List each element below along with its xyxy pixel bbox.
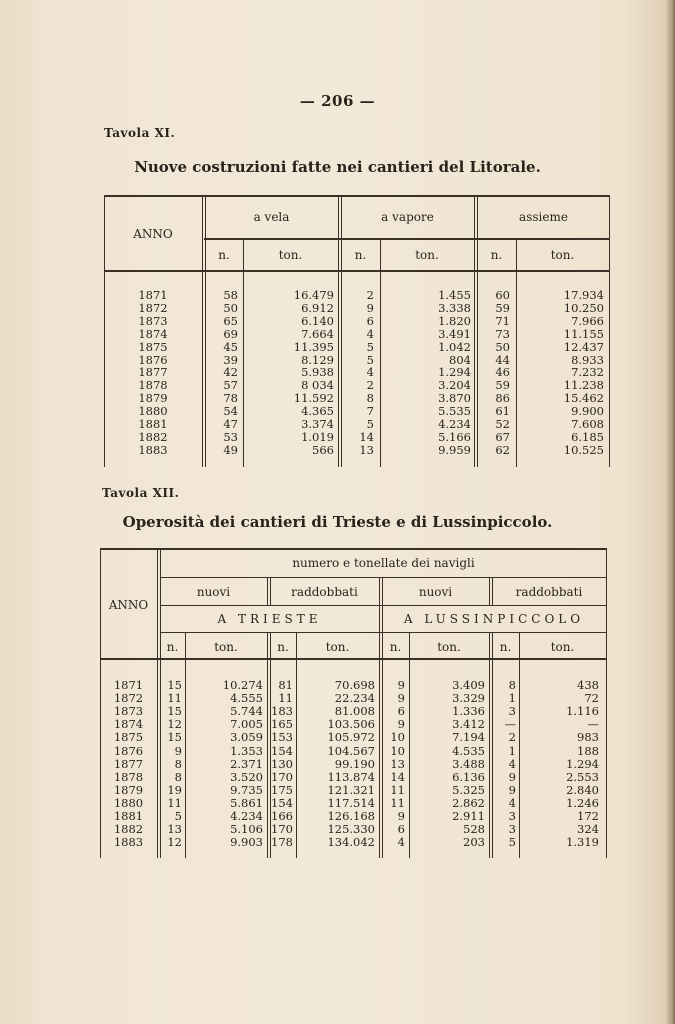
table2-cell: 1.116 [566, 704, 599, 719]
table2-cell: 10 [390, 730, 405, 745]
table2-cell: 11 [167, 795, 182, 810]
table2-year-cell: 1879 [113, 782, 144, 797]
table2-header-n: n. [166, 640, 179, 654]
table1-cell: 14 [359, 429, 374, 444]
table1-cell: 9 [366, 300, 374, 315]
table2-cell: 4 [508, 795, 516, 810]
table2-cell: 4.535 [452, 743, 485, 758]
table1-header-n: n. [490, 248, 503, 262]
table2-cell: 7.194 [452, 730, 485, 745]
table2-cell: 9 [397, 678, 405, 692]
table1-cell: 10.525 [563, 442, 604, 457]
table2-cell: 1.246 [566, 795, 599, 810]
table2-header-ton: ton. [325, 640, 350, 654]
table1-cell: 11.395 [293, 339, 334, 354]
table1-cell: 7.608 [571, 417, 604, 431]
table1-cell: 5.535 [438, 404, 471, 419]
table2-cell: 5 [508, 835, 516, 850]
table1-cell: 1.820 [438, 313, 471, 328]
table1-cell: 3.491 [438, 326, 471, 341]
table2-title: Operosità dei cantieri di Trieste e di Lussinpiccolo. [122, 513, 553, 531]
table2-header-numero: numero e tonellate dei navigli [292, 556, 475, 570]
table2-cell: 12 [167, 835, 182, 850]
table1-cell: 39 [223, 352, 238, 367]
table2-cell: 9 [397, 809, 405, 823]
table2-cell: 15 [167, 730, 182, 745]
table1-cell: 9.900 [571, 404, 604, 419]
table2-cell: 183 [271, 704, 293, 719]
table1-cell: 9.959 [438, 442, 471, 457]
table2-cell: 103.506 [327, 717, 375, 732]
table2-cell: 3.409 [452, 678, 485, 692]
table2-year-cell: 1881 [113, 809, 144, 823]
table1-header-vapore: a vapore [381, 210, 434, 224]
table2-year-cell: 1873 [113, 704, 144, 719]
table2-cell: 4.234 [230, 809, 263, 823]
table1-cell: 1.294 [438, 365, 471, 380]
table1-year-cell: 1879 [138, 391, 168, 406]
table1-cell: 11.592 [293, 391, 334, 406]
table2-cell: 3.488 [452, 756, 485, 771]
table1-cell: 4.365 [301, 404, 334, 419]
table2-cell: 8 [508, 678, 516, 692]
table2-cell: 2.371 [230, 756, 263, 771]
table2-cell: 13 [390, 756, 405, 771]
table1-cell: 49 [223, 442, 238, 457]
table1-cell: 61 [495, 404, 510, 419]
table2-year-cell: 1883 [113, 835, 144, 850]
table1-cell: 7.664 [301, 326, 334, 341]
table1-cell: 69 [223, 326, 238, 341]
table1-cell: 86 [495, 391, 510, 406]
table1-cell: 5 [366, 339, 374, 354]
table2-cell: 170 [271, 822, 293, 837]
table2-cell: 11 [390, 782, 405, 797]
table1-cell: 53 [223, 429, 238, 444]
table2-cell: — [587, 717, 599, 732]
table2-cell: 5.325 [452, 782, 485, 797]
table2-cell: 203 [463, 835, 485, 850]
table1-cell: 54 [223, 404, 238, 419]
table1-label-prefix: Tavola [104, 126, 150, 140]
table1-year-cell: 1881 [138, 417, 168, 431]
table1-year-cell: 1877 [138, 365, 168, 380]
table2-cell: 9.735 [230, 782, 263, 797]
table1-cell: 15.462 [563, 391, 604, 406]
table2-cell: 117.514 [327, 795, 375, 810]
table1-cell: 13 [359, 442, 374, 457]
table2-year-cell: 1878 [113, 769, 144, 784]
table1-cell: 1.455 [438, 288, 471, 302]
table1-header-ton: ton. [278, 248, 303, 262]
table2-cell: 99.190 [334, 756, 375, 771]
table2-cell: 3.412 [452, 717, 485, 732]
table1-cell: 6.912 [301, 300, 334, 315]
table2-cell: 14 [390, 769, 405, 784]
table1-header-ton: ton. [550, 248, 575, 262]
table2-cell: 2.553 [566, 769, 599, 784]
table1-cell: 8 034 [301, 378, 334, 393]
table2-year-cell: 1882 [113, 822, 144, 837]
table2-cell: 983 [577, 730, 599, 745]
table2-year-cell: 1876 [113, 743, 144, 758]
table2-cell: 1 [508, 691, 516, 706]
table1-year-cell: 1876 [138, 352, 168, 367]
table1-year-cell: 1880 [138, 404, 168, 419]
table2 [100, 548, 607, 858]
table2-cell: 13 [167, 822, 182, 837]
table2-cell: 81 [278, 678, 293, 692]
table1-cell: 58 [223, 288, 238, 302]
table2-cell: 153 [271, 730, 293, 745]
table1-cell: 57 [223, 378, 238, 393]
table1-cell: 11.238 [563, 378, 604, 393]
table1-cell: 52 [495, 417, 510, 431]
table2-cell: 3 [508, 822, 516, 837]
table2-cell: 5.861 [230, 795, 263, 810]
table1-cell: 566 [312, 442, 334, 457]
table1-cell: 7 [366, 404, 374, 419]
table2-cell: 1.319 [566, 835, 599, 850]
table2-cell: 4.555 [230, 691, 263, 706]
table2-header-trieste: A TRIESTE [217, 612, 322, 626]
table2-year-cell: 1871 [113, 678, 144, 692]
table1-cell: 6.185 [571, 429, 604, 444]
table2-cell: 188 [577, 743, 599, 758]
table2-year-cell: 1875 [113, 730, 144, 745]
table1-cell: 4 [366, 326, 374, 341]
table2-cell: 121.321 [327, 782, 375, 797]
table2-header-n: n. [499, 640, 512, 654]
table2-header-lussinpiccolo: A LUSSINPICCOLO [403, 612, 585, 626]
table1-header-n: n. [354, 248, 367, 262]
table1-cell: 46 [495, 365, 510, 380]
table1-cell: 71 [495, 313, 510, 328]
table1-header-vela: a vela [253, 210, 290, 224]
table2-header-nuovi-lussin: nuovi [418, 585, 453, 599]
table1-header-ton: ton. [415, 248, 439, 262]
page-edge-shadow [665, 0, 675, 1024]
table1-cell: 8.129 [301, 352, 334, 367]
table2-cell: 81.008 [334, 704, 375, 719]
table1-cell: 47 [223, 417, 238, 431]
table2-header-ton: ton. [437, 640, 461, 654]
table1-cell: 67 [495, 429, 510, 444]
table2-cell: 6.136 [452, 769, 485, 784]
table1-cell: 65 [223, 313, 238, 328]
table2-cell: 4 [508, 756, 516, 771]
table2-cell: 9 [174, 743, 182, 758]
table1-cell: 6.140 [301, 313, 334, 328]
table1-cell: 7.232 [571, 365, 604, 380]
table1-cell: 6 [366, 313, 374, 328]
table1-year-cell: 1875 [138, 339, 168, 354]
table2-cell: 165 [271, 717, 293, 732]
table1-cell: 59 [495, 300, 510, 315]
table2-cell: 5.106 [230, 822, 263, 837]
table1-cell: 4.234 [438, 417, 471, 431]
table1-year-cell: 1878 [138, 378, 168, 393]
table1-cell: 3.374 [301, 417, 334, 431]
table1-cell: 45 [223, 339, 238, 354]
table2-cell: 170 [271, 769, 293, 784]
table1-header-anno: ANNO [133, 227, 173, 241]
table2-cell: 1.294 [566, 756, 599, 771]
table1-year-cell: 1883 [138, 442, 168, 457]
table2-header-ton: ton. [550, 640, 575, 654]
table2-cell: 11 [167, 691, 182, 706]
table2-year-cell: 1880 [113, 795, 144, 810]
table1-cell: 59 [495, 378, 510, 393]
table2-cell: 166 [271, 809, 293, 823]
table2-header-n: n. [277, 640, 289, 654]
table2-cell: 9 [508, 769, 516, 784]
table2-header-n: n. [389, 640, 402, 654]
table1-cell: 50 [495, 339, 510, 354]
table1-year-cell: 1873 [138, 313, 168, 328]
table1-cell: 11.155 [563, 326, 604, 341]
table1-year-cell: 1871 [138, 288, 168, 302]
table1-cell: 5 [366, 352, 374, 367]
table1-cell: 10.250 [563, 300, 604, 315]
table2-cell: 3 [508, 809, 516, 823]
table2-cell: 72 [584, 691, 599, 706]
table2-label-prefix: Tavola [102, 486, 148, 500]
table2-cell: 8 [174, 756, 182, 771]
table2-cell: 105.972 [327, 730, 375, 745]
table1-cell: 62 [495, 442, 510, 457]
table2-cell: 6 [397, 704, 405, 719]
table2-cell: 70.698 [334, 678, 375, 692]
table2-cell: 3.059 [230, 730, 263, 745]
table1-cell: 5.166 [438, 429, 471, 444]
table1-cell: 1.019 [301, 429, 334, 444]
table1-cell: 8.933 [571, 352, 604, 367]
table1-cell: 42 [223, 365, 238, 380]
table2-cell: 5.744 [230, 704, 263, 719]
table1-label-number: XI. [154, 126, 176, 140]
table2-cell: 15 [167, 704, 182, 719]
table2-cell: 172 [577, 809, 599, 823]
table2-cell: 10 [390, 743, 405, 758]
table2-year-cell: 1877 [113, 756, 144, 771]
table1-cell: 804 [449, 352, 471, 367]
table2-cell: 9 [397, 717, 405, 732]
table2-cell: 3.520 [230, 769, 263, 784]
table2-cell: 178 [271, 835, 293, 850]
table1-title: Nuove costruzioni fatte nei cantieri del Litorale. [134, 158, 541, 176]
table1-cell: 44 [495, 352, 510, 367]
table2-year-cell: 1874 [113, 717, 144, 732]
table2-cell: 154 [271, 795, 293, 810]
table2-cell: 3.329 [452, 691, 485, 706]
table2-cell: 7.005 [230, 717, 263, 732]
table1 [104, 195, 610, 467]
table2-cell: 12 [167, 717, 182, 732]
table1-cell: 78 [223, 391, 238, 406]
table2-cell: 126.168 [327, 809, 375, 823]
table1-cell: 7.966 [571, 313, 604, 328]
table2-cell: 154 [271, 743, 293, 758]
table2-cell: 19 [167, 782, 182, 797]
table2-cell: 2.862 [452, 795, 485, 810]
table2-cell: 324 [577, 822, 599, 837]
table2-cell: 11 [278, 691, 293, 706]
table1-cell: 16.479 [293, 288, 334, 302]
table1-cell: 5 [366, 417, 374, 431]
table2-cell: — [504, 717, 516, 732]
table2-label [102, 486, 179, 500]
table2-cell: 9 [508, 782, 516, 797]
table1-header-assieme: assieme [519, 210, 568, 224]
table1-year-cell: 1872 [138, 300, 168, 315]
table2-cell: 3 [508, 704, 516, 719]
table1-cell: 1.042 [438, 339, 471, 354]
table1-cell: 73 [495, 326, 510, 341]
table2-cell: 104.567 [327, 743, 375, 758]
table2-cell: 134.042 [327, 835, 375, 850]
table1-cell: 60 [495, 288, 510, 302]
table2-header-ton: ton. [214, 640, 238, 654]
page-number: — 206 — [299, 92, 376, 110]
table2-cell: 8 [174, 769, 182, 784]
table2-cell: 5 [174, 809, 182, 823]
table1-cell: 12.437 [563, 339, 604, 354]
table1-label [104, 126, 175, 140]
table2-cell: 125.330 [327, 822, 375, 837]
table1-cell: 4 [366, 365, 374, 380]
table2-label-number: XII. [152, 486, 180, 500]
table2-cell: 1.336 [452, 704, 485, 719]
table1-year-cell: 1874 [138, 326, 168, 341]
table2-cell: 175 [271, 782, 293, 797]
table1-cell: 3.338 [438, 300, 471, 315]
table2-cell: 2.911 [452, 809, 485, 823]
table1-cell: 2 [366, 378, 374, 393]
table2-cell: 9 [397, 691, 405, 706]
table2-cell: 22.234 [334, 691, 375, 706]
table2-cell: 1 [508, 743, 516, 758]
table1-cell: 5.938 [301, 365, 334, 380]
table1-cell: 50 [223, 300, 238, 315]
table1-cell: 17.934 [563, 288, 604, 302]
table2-cell: 528 [463, 822, 485, 837]
table2-cell: 9.903 [230, 835, 263, 850]
table2-header-raddobbati-trieste: raddobbati [291, 585, 358, 599]
table2-header-nuovi-trieste: nuovi [196, 585, 231, 599]
table2-cell: 2 [508, 730, 516, 745]
table1-cell: 8 [366, 391, 374, 406]
table2-cell: 10.274 [222, 678, 263, 692]
table1-cell: 3.204 [438, 378, 471, 393]
table1-header-n: n. [218, 248, 230, 262]
table2-cell: 4 [397, 835, 405, 850]
table2-cell: 6 [397, 822, 405, 837]
table2-cell: 130 [271, 756, 293, 771]
table2-header-raddobbati-lussin: raddobbati [515, 585, 583, 599]
table1-cell: 3.870 [438, 391, 471, 406]
table1-year-cell: 1882 [138, 429, 168, 444]
table2-year-cell: 1872 [113, 691, 144, 706]
table2-cell: 113.874 [327, 769, 375, 784]
table2-cell: 15 [167, 678, 182, 692]
table2-cell: 11 [390, 795, 405, 810]
table2-cell: 2.840 [566, 782, 599, 797]
table2-cell: 1.353 [230, 743, 263, 758]
table2-header-anno: ANNO [108, 598, 149, 612]
table1-cell: 2 [366, 288, 374, 302]
table2-cell: 438 [577, 678, 599, 692]
